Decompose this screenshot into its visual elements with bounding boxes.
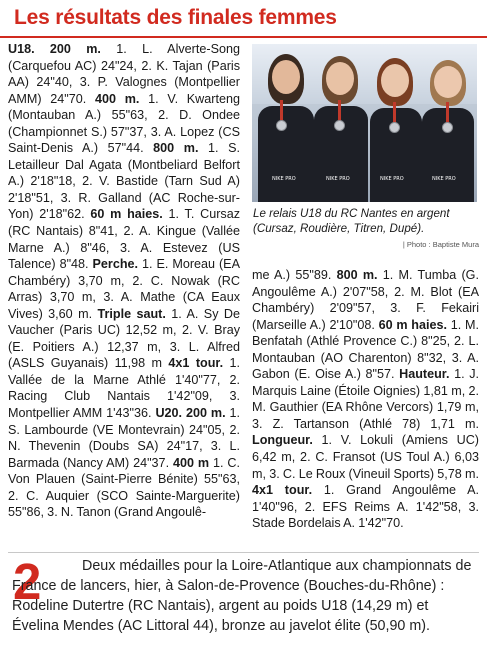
athlete-3	[368, 44, 424, 202]
brief-body: Deux médailles pour la Loire-Atlantique aux championnats de France de lancers, hier, à Salon-de-Provence (Bouches-du-Rhône) : Rodeline Dutertre (RC Nantais), argent au poids U18 (14,29 m) et Évelina Mendes (AC Littoral 44), bronze au javelot élite (50,90 m).	[12, 558, 472, 634]
page-title: Les résultats des finales femmes	[14, 6, 337, 29]
brief-number: 2	[13, 553, 42, 610]
shirt-label: NIKE PRO	[272, 176, 296, 182]
photo-credit: | Photo : Baptiste Mura	[402, 240, 479, 249]
athlete-4	[420, 44, 476, 202]
section-header	[0, 0, 487, 38]
brief-text	[12, 556, 478, 636]
brief-divider	[8, 552, 479, 553]
team-photo	[252, 44, 477, 202]
shirt-label: NIKE PRO	[380, 176, 404, 182]
results-column-1: U18. 200 m. 1. L. Alverte-Song (Carquefou AC) 24"24, 2. K. Tajan (Paris AA) 24"40, 3. P. Valognes (Montpellier AMM) 24"70. 400 m. 1. V. Kwarteng (Montauban A.) 55"63, 2. D. Ondee (Championnet S.) 57"37, 3. A. Lopez (CS Saint-Denis A.) 57"44. 800 m. 1. S. Letailleur Dal Agata (Montbeliard Belfort A.) 2'18"18, 2. V. Bastide (Tarn Sud A) 2'18"51, 3. R. Galland (AC Roche-sur-Yon) 2'18"62. 60 m haies. 1. T. Cursaz (RC Nantais) 8"41, 2. A. Kingue (Vallée Marne A.) 8"46, 3. A. Estevez (US Talence) 8"48. Perche. 1. E. Moreau (EA Chambéry) 3,70 m, 2. C. Nowak (RC Arras) 3,70 m, 3. A. Mathe (CA Eaux Vives) 3,60 m. Triple saut. 1. A. Sy De Vaucher (Paris UC) 12,52 m, 2. V. Bray (E. Poitiers A.) 12,37 m, 3. L. Alfred (ASLS Guyanais) 11,98 m 4x1 tour. 1. Vallée de la Marne Athlé 1'40"77, 2. Racing Club Nantais 1'42"09, 3. Montpellier AMM 1'43"36. U20. 200 m. 1. S. Lambourde (VE Montevrain) 24"05, 2. N. Thevenin (Doubs SA) 24"17, 3. L. Barmada (Nancy AM) 24"37. 400 m 1. C. Von Plauen (Saint-Pierre Bénite) 55"63, 2. C. Auquier (SCO Sainte-Marguerite) 55"86, 3. N. Tanon (Grand Angoulê-	[8, 42, 241, 520]
shirt-label: NIKE PRO	[432, 176, 456, 182]
athlete-1	[256, 44, 316, 202]
results-column-2: me A.) 55"89. 800 m. 1. M. Tumba (G. Angoulême A.) 2'07"58, 2. M. Blot (EA Chambéry) 2'09"57, 3. F. Fekairi (Marseille A.) 2'10"08. 60 m haies. 1. M. Benfatah (Athlé Provence C.) 8"25, 2. L. Montauban (AO Charenton) 8"32, 3. A. Gabon (E. Oise A.) 8"57. Hauteur. 1. J. Marquis Laine (Étoile Oignies) 1,81 m, 2. M. Gauthier (EA Rhône Vercors) 1,79 m, 3. Z. Tartanson (Athlé 78) 1,71 m. Longueur. 1. V. Lokuli (Amiens UC) 6,42 m, 2. C. Fransot (US Toul A.) 6,03 m, 3. C. Le Roux (Vineuil Sports) 5,78 m. 4x1 tour. 1. Grand Angoulême A. 1'40"96, 2. EFS Reims A. 1'42"58, 3. Stade Bordelais A. 1'42"70.	[252, 268, 479, 531]
photo-caption: Le relais U18 du RC Nantes en argent (Cursaz, Roudière, Titren, Dupé).	[253, 207, 450, 235]
athlete-2	[312, 44, 370, 202]
shirt-label: NIKE PRO	[326, 176, 350, 182]
